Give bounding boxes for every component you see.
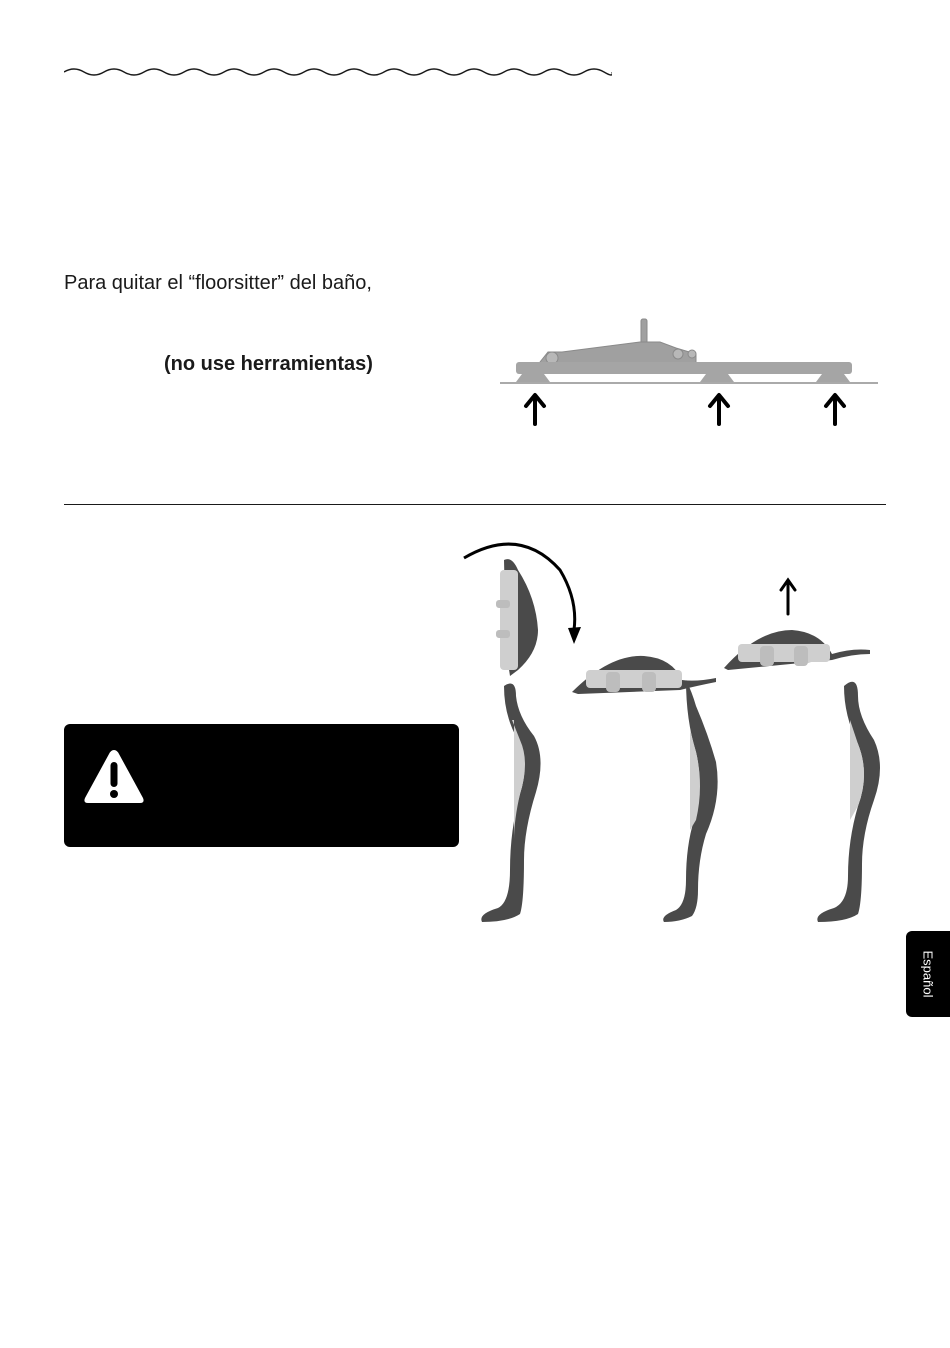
step-1-seat-folded	[464, 544, 581, 922]
rail-feet	[516, 374, 850, 382]
language-tab-label: Español	[920, 950, 936, 998]
rail-body	[516, 362, 852, 374]
up-arrow-icon	[710, 395, 728, 424]
wave-divider	[64, 62, 612, 82]
tool-note: (no use herramientas)	[164, 353, 373, 375]
latch-mechanism	[540, 319, 696, 366]
step-3-seat-removed	[724, 580, 880, 922]
seat-removal-illustration	[460, 530, 890, 930]
section-divider	[64, 504, 886, 505]
up-arrow-icon	[826, 395, 844, 424]
up-arrow-icon	[781, 580, 795, 614]
warning-box	[64, 724, 459, 847]
language-tab	[906, 931, 950, 1017]
step-2-seat-lowered	[572, 656, 718, 922]
floorsitter-rail-illustration	[500, 314, 880, 432]
intro-text: Para quitar el “floorsitter” del baño,	[64, 272, 372, 294]
warning-triangle-icon	[82, 746, 146, 806]
up-arrow-icon	[526, 395, 544, 424]
